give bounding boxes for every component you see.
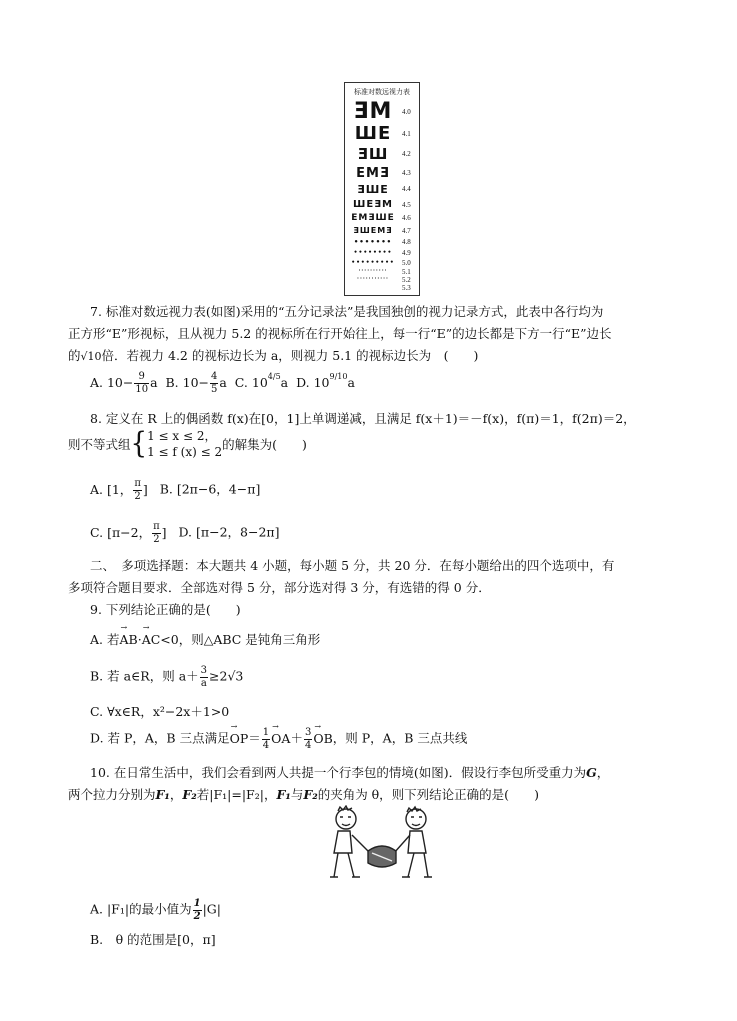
q9-opt-b-post: ≥2√3 [209, 668, 244, 684]
q8-opt-a-frac [133, 478, 142, 502]
q9-vector-op: → OP [230, 731, 249, 746]
vision-chart-row-value: 4.3 [402, 169, 411, 177]
q10-opt-a-num: 1 [193, 898, 201, 909]
q10-line2c: 与 [290, 787, 304, 802]
vision-chart-title: 标准对数远视力表 [354, 88, 410, 96]
q8-opt-a-post: ] [142, 481, 148, 497]
q8-opt-c-pre: C. [π−2， [90, 524, 152, 540]
vision-chart-row: ·········· [358, 268, 388, 274]
q10-option-b[interactable]: B. θ 的范围是[0，π] [90, 932, 216, 947]
q9-opt-a-post: <0，则△ABC 是钝角三角形 [160, 632, 321, 647]
q7-line1: 7. 标准对数远视力表(如图)采用的“五分记录法”是我国独创的视力记录方式，此表中各行均为 [90, 304, 604, 319]
q8-options-ab [90, 478, 260, 502]
q7-opt-d-post: a [347, 374, 355, 390]
q9-opt-d-plus: ＋ [290, 730, 303, 746]
vision-chart-row: ƎШE [357, 183, 389, 196]
vision-chart-row: ШE [354, 123, 392, 144]
q10-f2: F₂ [182, 787, 197, 802]
vision-chart-row: EMƎШE [351, 213, 395, 223]
q9-opt-d-n2: 3 [304, 727, 312, 738]
q10-option-a[interactable] [90, 898, 221, 922]
q9-opt-d-frac2 [304, 727, 312, 751]
q9-opt-b-pre: B. 若 a∈R，则 a＋ [90, 668, 199, 684]
vision-chart-row-value: 4.0 [402, 107, 411, 116]
q9-stem: 9. 下列结论正确的是( ) [90, 602, 241, 617]
vision-chart-row-value: 4.8 [402, 238, 411, 246]
q10-comma: ， [169, 787, 183, 802]
q8-option-a[interactable] [90, 478, 148, 502]
q7-options [90, 371, 355, 395]
two-people-carrying-bag-illustration [328, 805, 438, 883]
q10-line1a: 10. 在日常生活中，我们会看到两人共提一个行李包的情境(如图)．假设行李包所受重力为 [90, 765, 587, 780]
q9-option-a[interactable] [90, 630, 320, 648]
q9-option-d[interactable] [90, 727, 467, 751]
q9-opt-b-den: a [200, 677, 207, 689]
q9-vector-ac: → AC [142, 632, 161, 647]
q9-opt-d-pre: D. 若 P，A，B 三点满足 [90, 730, 230, 746]
q9-opt-d-d1: 4 [262, 739, 270, 751]
q7-option-d[interactable] [296, 371, 355, 390]
q10-opt-a-frac [193, 898, 202, 922]
q7-opt-b-pre: B. 10− [165, 374, 210, 390]
q7-opt-c-base: C. 10 [234, 374, 268, 390]
q9-dot: · [137, 632, 142, 647]
q8-line1: 8. 定义在 R 上的偶函数 f(x)在[0，1]上单调递减，且满足 f(x＋1)＝－f(x)，f(π)＝1，f(2π)＝2， [90, 411, 636, 426]
q9-vector-oa: → OA [271, 731, 290, 746]
q8-option-c[interactable] [90, 521, 167, 545]
vision-chart-row: ƎШ [357, 145, 389, 163]
q9-opt-d-d2: 4 [304, 739, 312, 751]
q7-opt-c-exp: 4/5 [267, 371, 281, 381]
vision-chart-row-value: 4.7 [402, 226, 411, 235]
vision-chart-row-value: 4.5 [402, 200, 411, 209]
q8-sys2: 1 ≤ f (x) ≤ 2 [147, 445, 223, 460]
q10-g: G [586, 765, 597, 780]
q7-opt-b-den: 5 [211, 383, 218, 395]
vision-chart-row-value: 5.2 [402, 276, 411, 284]
q8-line2b: 的解集为( ) [222, 437, 307, 453]
q10-f1b: F₁ [276, 787, 291, 802]
q9-opt-d-post: ，则 P，A，B 三点共线 [332, 730, 468, 746]
q7-opt-d-base: D. 10 [296, 374, 330, 390]
vision-chart-row: ••••••••• [351, 259, 395, 266]
q7-opt-a-post: a [150, 374, 158, 390]
q9-opt-d-eq: ＝ [248, 730, 261, 746]
q7-opt-b-frac [210, 371, 218, 395]
q9-opt-d-frac1 [262, 727, 270, 751]
q7-line3 [68, 346, 478, 364]
q7-line3b: 倍．若视力 4.2 的视标边长为 a，则视力 5.1 的视标边长为 ( ) [101, 348, 479, 363]
q8-opt-a-den: 2 [134, 490, 141, 502]
q10-opt-a-pre: A. |F₁|的最小值为 [90, 901, 192, 917]
vision-chart-row-value: 4.6 [402, 214, 411, 222]
q7-opt-b-num: 4 [211, 371, 218, 382]
q7-option-c[interactable] [234, 371, 289, 390]
q7-option-a[interactable] [90, 371, 158, 395]
q9-option-b[interactable] [90, 665, 243, 689]
vision-chart-row-value: 5.1 [402, 268, 411, 276]
q10-line1 [90, 763, 609, 781]
vision-chart-row: •••••••• [353, 249, 393, 256]
q8-sys1: 1 ≤ x ≤ 2， [147, 429, 217, 443]
q9-opt-b-num: 3 [200, 665, 208, 676]
q10-f1: F₁ [155, 787, 170, 802]
vision-chart-row: ƎM [353, 99, 393, 124]
q7-opt-b-post: a [219, 374, 227, 390]
q7-opt-a-frac [134, 371, 149, 395]
q7-opt-a-den: 10 [135, 383, 149, 395]
vision-chart-row: ••••••• [353, 238, 393, 246]
q9-vector-ob: → OB [313, 731, 332, 746]
q8-inequality-system [147, 428, 222, 460]
q10-line1b: ， [596, 765, 610, 780]
q7-line2: 正方形“E”形视标，且从视力 5.2 的视标所在行开始往上，每一行“E”的边长都是下方一行“E”边长 [68, 326, 612, 341]
q7-opt-a-pre: A. 10− [90, 374, 134, 390]
q7-opt-c-post: a [280, 374, 289, 390]
vision-chart-row-value: 4.1 [402, 129, 411, 138]
vision-chart-row-value: 5.0 [402, 259, 411, 267]
vision-chart-row-value: 4.9 [402, 249, 411, 257]
q8-opt-c-frac [152, 521, 161, 545]
q7-option-b[interactable] [165, 371, 227, 395]
q10-opt-a-den: 2 [193, 910, 201, 922]
q8-option-b[interactable]: B. [2π−6，4−π] [159, 481, 261, 497]
section2-line1: 二、 多项选择题：本大题共 4 小题，每小题 5 分，共 20 分．在每小题给出的四个选项中，有 [90, 558, 615, 573]
q8-opt-c-post: ] [161, 524, 167, 540]
vision-chart-row: ШEƎM [353, 199, 393, 210]
q7-opt-d-exp: 9/10 [329, 371, 348, 381]
q10-opt-a-post: |G| [202, 901, 221, 917]
q9-option-c[interactable]: C. ∀x∈R，x²−2x＋1>0 [90, 704, 230, 719]
q9-opt-d-n1: 1 [262, 727, 270, 738]
q10-line2 [68, 785, 539, 803]
q10-line2d: 的夹角为 θ，则下列结论正确的是( ) [317, 787, 539, 802]
vision-chart [344, 82, 420, 296]
q8-opt-c-num: π [153, 521, 160, 532]
q8-options-cd [90, 521, 280, 545]
q9-opt-b-frac [200, 665, 208, 689]
q9-opt-a-pre: A. 若 [90, 632, 120, 647]
q8-line2 [68, 428, 307, 460]
q7-line3a: 的 [68, 348, 81, 363]
q8-opt-a-pre: A. [1， [90, 481, 133, 497]
q8-opt-c-den: 2 [153, 533, 160, 545]
q9-vector-ab: → AB [119, 632, 137, 647]
left-brace-icon: { [130, 427, 148, 461]
vision-chart-row: ··········· [357, 276, 389, 282]
q10-f2b: F₂ [303, 787, 318, 802]
q8-line2a: 则不等式组 [68, 437, 131, 453]
q8-opt-a-num: π [134, 478, 141, 489]
vision-chart-row-value: 5.3 [402, 284, 411, 292]
vision-chart-row-value: 4.4 [402, 185, 411, 193]
q8-option-d[interactable]: D. [π−2，8−2π] [178, 524, 280, 540]
q7-root: √10 [80, 350, 102, 363]
section2-line2: 多项符合题目要求．全部选对得 5 分，部分选对得 3 分，有选错的得 0 分． [68, 580, 491, 595]
vision-chart-row: EMƎ [356, 166, 390, 181]
q10-line2b: 若|F₁|=|F₂|， [196, 787, 277, 802]
vision-chart-row-value: 4.2 [402, 150, 411, 158]
q10-line2a: 两个拉力分别为 [68, 787, 156, 802]
vision-chart-row: ƎШEMƎ [353, 226, 393, 235]
q7-opt-a-num: 9 [134, 371, 149, 384]
